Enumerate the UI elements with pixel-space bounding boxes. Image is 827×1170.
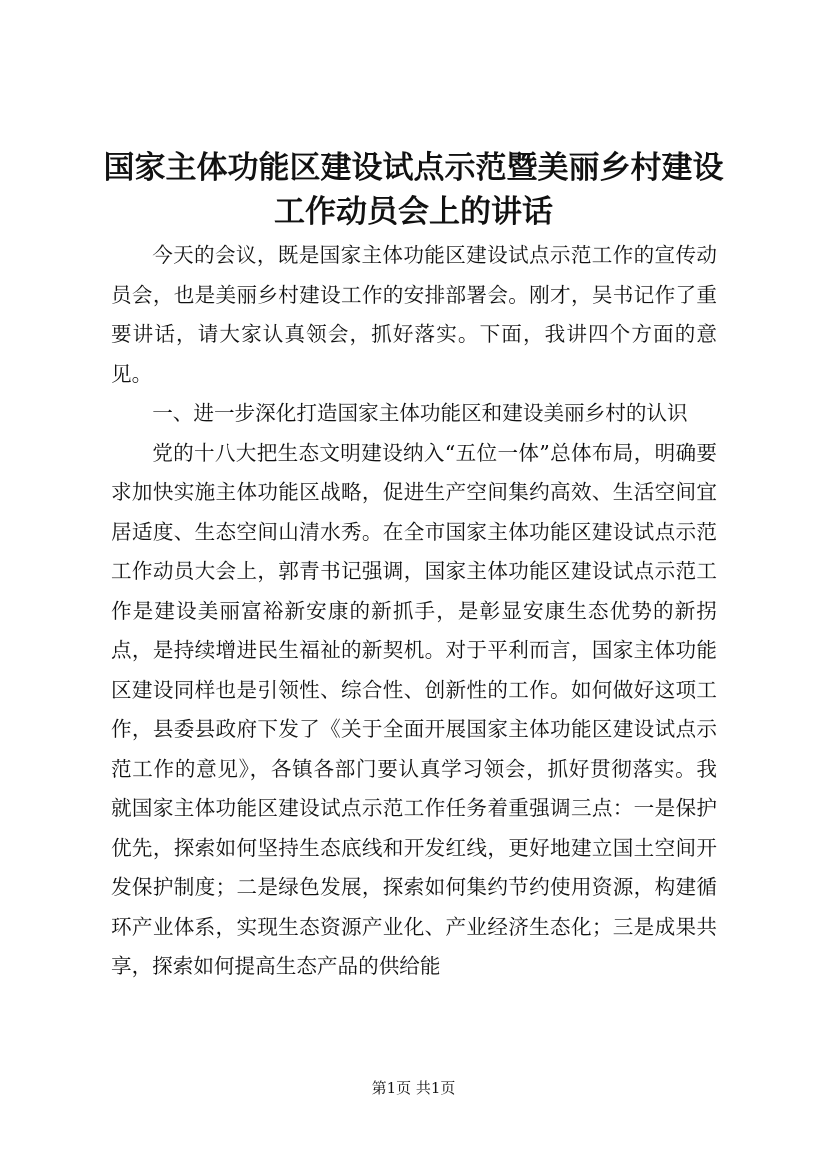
title-line-1: 国家主体功能区建设试点示范暨美丽乡村建设 [103, 150, 724, 186]
page-number-label: 第1页 共1页 [371, 1079, 456, 1097]
title-line-2: 工作动员会上的讲话 [274, 194, 553, 230]
section-heading-1: 一、进一步深化打造国家主体功能区和建设美丽乡村的认识 [152, 401, 688, 425]
page-footer [0, 1078, 827, 1098]
paragraph-intro: 今天的会议，既是国家主体功能区建设试点示范工作的宣传动员会，也是美丽乡村建设工作的安排部署会。刚才，吴书记作了重要讲话，请大家认真领会，抓好落实。下面，我讲四个方面的意见。 [111, 243, 717, 386]
paragraph-body: 党的十八大把生态文明建设纳入“五位一体”总体布局，明确要求加快实施主体功能区战略，促进生产空间集约高效、生活空间宜居适度、生态空间山清水秀。在全市国家主体功能区建设试点示范工作动员大会上，郭青书记强调，国家主体功能区建设试点示范工作是建设美丽富裕新安康的新抓手，是彰显安康生态优势的新拐点，是持续增进民生福祉的新契机。对于平利而言，国家主体功能区建设同样也是引领性、综合性、创新性的工作。如何做好这项工作，县委县政府下发了《关于全面开展国家主体功能区建设试点示范工作的意见》，各镇各部门要认真学习领会，抓好贯彻落实。我就国家主体功能区建设试点示范工作任务着重强调三点：一是保护优先，探索如何坚持生态底线和开发红线，更好地建立国土空间开发保护制度；二是绿色发展，探索如何集约节约使用资源，构建循环产业体系，实现生态资源产业化、产业经济生态化；三是成果共享，探索如何提高生态产品的供给能 [111, 440, 717, 978]
document-title [90, 146, 737, 234]
document-body [111, 236, 717, 987]
